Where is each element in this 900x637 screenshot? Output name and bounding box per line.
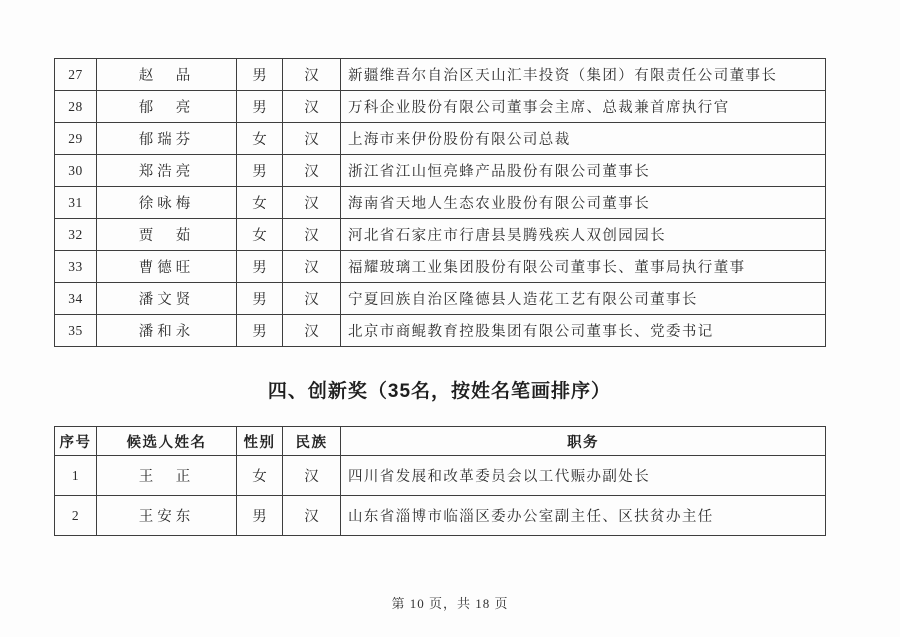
table-row — [55, 59, 826, 91]
candidates-table-continued — [54, 58, 826, 347]
cell-ethnicity: 汉 — [283, 187, 341, 219]
cell-ethnicity: 汉 — [283, 496, 341, 536]
cell-position: 新疆维吾尔自治区天山汇丰投资（集团）有限责任公司董事长 — [341, 59, 826, 91]
cell-gender: 男 — [237, 91, 283, 123]
cell-name: 王 正 — [97, 456, 237, 496]
cell-name: 潘文贤 — [97, 283, 237, 315]
table-row — [55, 251, 826, 283]
cell-serial: 27 — [55, 59, 97, 91]
cell-serial: 34 — [55, 283, 97, 315]
cell-gender: 男 — [237, 251, 283, 283]
cell-ethnicity: 汉 — [283, 456, 341, 496]
cell-position: 山东省淄博市临淄区委办公室副主任、区扶贫办主任 — [341, 496, 826, 536]
cell-position: 上海市来伊份股份有限公司总裁 — [341, 123, 826, 155]
cell-ethnicity: 汉 — [283, 315, 341, 347]
cell-gender: 女 — [237, 123, 283, 155]
cell-serial: 32 — [55, 219, 97, 251]
footer-page-number: 第 10 页，共 18 页 — [391, 596, 509, 611]
cell-ethnicity: 汉 — [283, 251, 341, 283]
header-ethnicity: 民族 — [283, 427, 341, 456]
cell-serial: 30 — [55, 155, 97, 187]
cell-name: 徐咏梅 — [97, 187, 237, 219]
cell-serial: 31 — [55, 187, 97, 219]
table-row — [55, 456, 826, 496]
cell-ethnicity: 汉 — [283, 283, 341, 315]
table-row — [55, 91, 826, 123]
cell-name: 郁瑞芬 — [97, 123, 237, 155]
cell-name: 曹德旺 — [97, 251, 237, 283]
cell-position: 浙江省江山恒亮蜂产品股份有限公司董事长 — [341, 155, 826, 187]
table-row — [55, 123, 826, 155]
cell-serial: 2 — [55, 496, 97, 536]
cell-gender: 男 — [237, 315, 283, 347]
cell-name: 郑浩亮 — [97, 155, 237, 187]
header-gender: 性别 — [237, 427, 283, 456]
cell-gender: 女 — [237, 456, 283, 496]
cell-serial: 1 — [55, 456, 97, 496]
cell-ethnicity: 汉 — [283, 91, 341, 123]
table-row — [55, 219, 826, 251]
header-candidate-name: 候选人姓名 — [97, 427, 237, 456]
cell-name: 王安东 — [97, 496, 237, 536]
cell-ethnicity: 汉 — [283, 219, 341, 251]
cell-position: 海南省天地人生态农业股份有限公司董事长 — [341, 187, 826, 219]
cell-gender: 男 — [237, 283, 283, 315]
cell-position: 北京市商鲲教育控股集团有限公司董事长、党委书记 — [341, 315, 826, 347]
cell-ethnicity: 汉 — [283, 155, 341, 187]
header-position: 职务 — [341, 427, 826, 456]
cell-ethnicity: 汉 — [283, 59, 341, 91]
table-header-row — [55, 427, 826, 456]
table-row — [55, 283, 826, 315]
cell-serial: 33 — [55, 251, 97, 283]
cell-position: 万科企业股份有限公司董事会主席、总裁兼首席执行官 — [341, 91, 826, 123]
cell-serial: 29 — [55, 123, 97, 155]
cell-name: 潘和永 — [97, 315, 237, 347]
table-row — [55, 155, 826, 187]
table-row — [55, 315, 826, 347]
cell-gender: 男 — [237, 59, 283, 91]
cell-serial: 28 — [55, 91, 97, 123]
cell-ethnicity: 汉 — [283, 123, 341, 155]
innovation-award-table — [54, 426, 826, 536]
cell-gender: 女 — [237, 219, 283, 251]
cell-serial: 35 — [55, 315, 97, 347]
table-row — [55, 496, 826, 536]
cell-gender: 女 — [237, 187, 283, 219]
cell-position: 宁夏回族自治区隆德县人造花工艺有限公司董事长 — [341, 283, 826, 315]
table-row — [55, 187, 826, 219]
cell-gender: 男 — [237, 496, 283, 536]
cell-name: 贾 茹 — [97, 219, 237, 251]
cell-name: 赵 品 — [97, 59, 237, 91]
cell-position: 河北省石家庄市行唐县昊腾残疾人双创园园长 — [341, 219, 826, 251]
header-serial: 序号 — [55, 427, 97, 456]
cell-name: 郁 亮 — [97, 91, 237, 123]
cell-gender: 男 — [237, 155, 283, 187]
cell-position: 福耀玻璃工业集团股份有限公司董事长、董事局执行董事 — [341, 251, 826, 283]
section-title: 四、创新奖（35名，按姓名笔画排序） — [267, 381, 612, 402]
cell-position: 四川省发展和改革委员会以工代赈办副处长 — [341, 456, 826, 496]
